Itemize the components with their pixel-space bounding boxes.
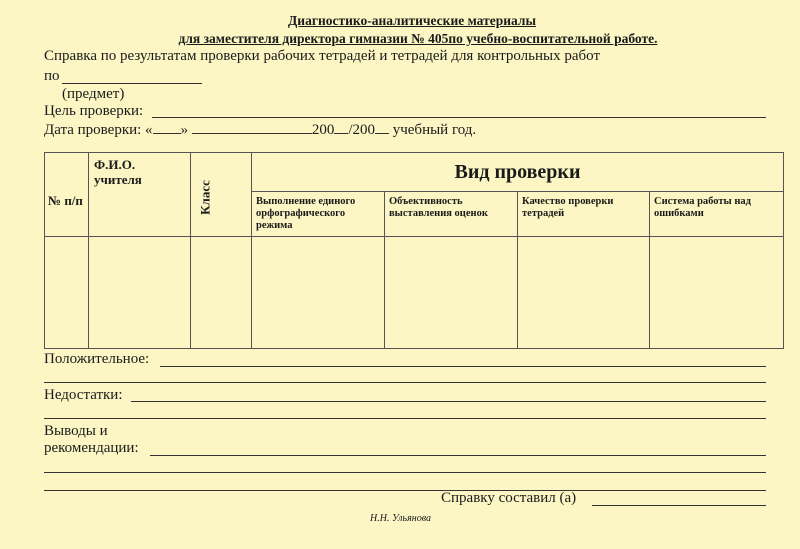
check-col-2-label: Объективность выставления оценок (389, 196, 488, 219)
positive-field-line[interactable] (160, 366, 766, 367)
goal-label: Цель проверки: (44, 103, 144, 119)
positive-label: Положительное: (44, 351, 150, 367)
compiled-by-label: Справку составил (а) (441, 490, 577, 506)
fio-header: Ф.И.О. учителя (94, 157, 142, 187)
year-end-line[interactable] (375, 121, 389, 134)
check-type-header: Вид проверки (454, 160, 581, 183)
table-cell[interactable] (518, 237, 650, 349)
check-col-4-cell (650, 192, 784, 237)
table-cell[interactable] (252, 237, 385, 349)
year-end: /200 (348, 122, 375, 138)
num-header-cell (45, 153, 89, 237)
shortcomings-field-line[interactable] (131, 401, 766, 402)
conclusions-field-line-2[interactable] (44, 472, 766, 473)
table-row (45, 237, 784, 349)
table-cell[interactable] (385, 237, 518, 349)
check-table (44, 152, 784, 349)
date-day-line[interactable] (153, 121, 181, 134)
date-label: Дата проверки: « (44, 122, 153, 138)
compiler-name: Н.Н. Ульянова (370, 513, 431, 524)
class-header: Класс (197, 180, 213, 215)
check-col-3-cell (518, 192, 650, 237)
check-type-header-cell (252, 153, 784, 192)
conclusions-field-line[interactable] (150, 455, 766, 456)
table-cell[interactable] (650, 237, 784, 349)
year-start-line[interactable] (334, 121, 348, 134)
date-row (44, 121, 476, 139)
check-col-1-cell (252, 192, 385, 237)
class-header-cell (191, 153, 252, 237)
date-close-quote: » (180, 122, 189, 138)
subject-prefix: по (44, 68, 60, 84)
conclusions-label-2: рекомендации: (44, 440, 139, 456)
table-cell[interactable] (45, 237, 89, 349)
check-col-2-cell (385, 192, 518, 237)
school-year-label: учебный год. (392, 122, 477, 138)
conclusions-field-line-3[interactable] (44, 490, 766, 491)
date-month-line[interactable] (192, 121, 312, 134)
document-title-line-2: для заместителя директора гимназии № 405по учебно-воспитательной работе. (178, 31, 658, 46)
subject-field-line[interactable] (62, 83, 202, 84)
check-col-4-label: Система работы над ошибками (654, 196, 751, 219)
year-start: 200 (311, 122, 335, 138)
num-header: № п/п (48, 193, 83, 208)
report-subject: Справка по результатам проверки рабочих тетрадей и тетрадей для контрольных работ (44, 48, 600, 64)
compiled-by-field-line[interactable] (592, 505, 766, 506)
positive-field-line-2[interactable] (44, 382, 766, 383)
fio-header-cell (89, 153, 191, 237)
shortcomings-field-line-2[interactable] (44, 418, 766, 419)
conclusions-label-1: Выводы и (44, 423, 108, 439)
subject-caption: (предмет) (62, 86, 125, 102)
check-col-1-label: Выполнение единого орфографического режима (256, 196, 356, 231)
table-cell[interactable] (89, 237, 191, 349)
table-cell[interactable] (191, 237, 252, 349)
shortcomings-label: Недостатки: (44, 387, 123, 403)
document-title-line-1: Диагностико-аналитические материалы (288, 13, 536, 28)
check-col-3-label: Качество проверки тетрадей (522, 196, 614, 219)
goal-field-line[interactable] (152, 117, 766, 118)
